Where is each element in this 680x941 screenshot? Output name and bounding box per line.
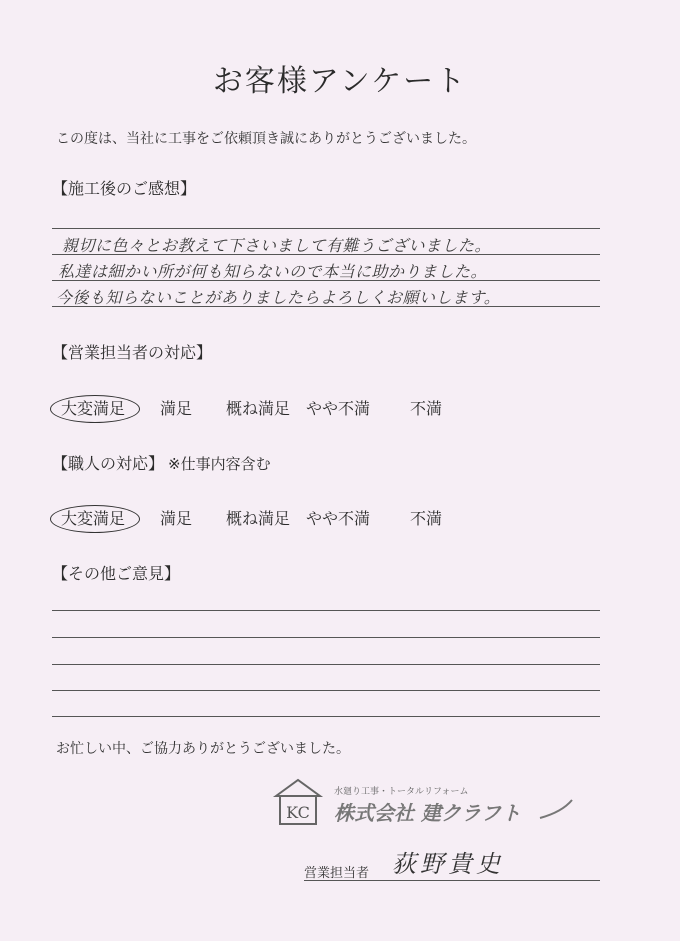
- sales-option-very-satisfied: [62, 396, 140, 419]
- craftsman-option-very-satisfied: [62, 506, 140, 529]
- selection-circle: 大変満足: [50, 505, 140, 533]
- craftsman-note: ※仕事内容含む: [168, 455, 271, 473]
- selection-circle: 大変満足: [50, 395, 140, 423]
- form-title: お客様アンケート: [212, 64, 468, 99]
- sales-rep-signature: 荻野貴史: [392, 850, 504, 878]
- closing-text: お忙しい中、ご協力ありがとうございました。: [56, 741, 350, 757]
- company-logo: [272, 774, 602, 834]
- company-name: 株式会社 建クラフト: [334, 801, 521, 825]
- handwritten-line-3: 今後も知らないことがありましたらよろしくお願いします。: [56, 288, 501, 307]
- craftsman-heading-text: 【職人の対応】: [52, 454, 165, 473]
- sales-option-mostly-satisfied: 概ね満足: [226, 399, 291, 418]
- sales-heading: 【営業担当者の対応】: [52, 343, 213, 362]
- impression-heading: 【施工後のご感想】: [52, 179, 197, 198]
- other-heading: 【その他ご意見】: [52, 564, 181, 583]
- sales-option-satisfied: 満足: [160, 399, 193, 418]
- logo-mark: KC: [286, 803, 310, 822]
- craftsman-heading: [52, 451, 271, 474]
- intro-text: この度は、当社に工事をご依頼頂き誠にありがとうございました。: [56, 131, 476, 147]
- company-tagline: 水廻り工事・トータルリフォーム: [334, 787, 469, 797]
- answer-line: [52, 690, 600, 691]
- craftsman-option-dissatisfied: 不満: [410, 509, 443, 528]
- handwritten-line-1: 親切に色々とお教えて下さいまして有難うございました。: [62, 236, 492, 255]
- handwritten-line-2: 私達は細かい所が何も知らないので本当に助かりました。: [58, 262, 488, 281]
- house-roof-icon: [276, 780, 320, 796]
- answer-line: [52, 637, 600, 638]
- answer-line: [52, 664, 600, 665]
- answer-line: [52, 610, 600, 611]
- sales-option-somewhat-dissatisfied: やや不満: [306, 399, 371, 418]
- sales-option-dissatisfied: 不満: [410, 399, 443, 418]
- logo-swoosh: [540, 800, 572, 818]
- answer-line: [52, 228, 600, 229]
- sales-rep-label: 営業担当者: [304, 866, 370, 881]
- craftsman-option-mostly-satisfied: 概ね満足: [226, 509, 291, 528]
- company-logo-graphic: [272, 774, 602, 834]
- craftsman-option-somewhat-dissatisfied: やや不満: [306, 509, 371, 528]
- answer-line: [52, 716, 600, 717]
- signature-line: [304, 880, 600, 881]
- craftsman-option-satisfied: 満足: [160, 509, 193, 528]
